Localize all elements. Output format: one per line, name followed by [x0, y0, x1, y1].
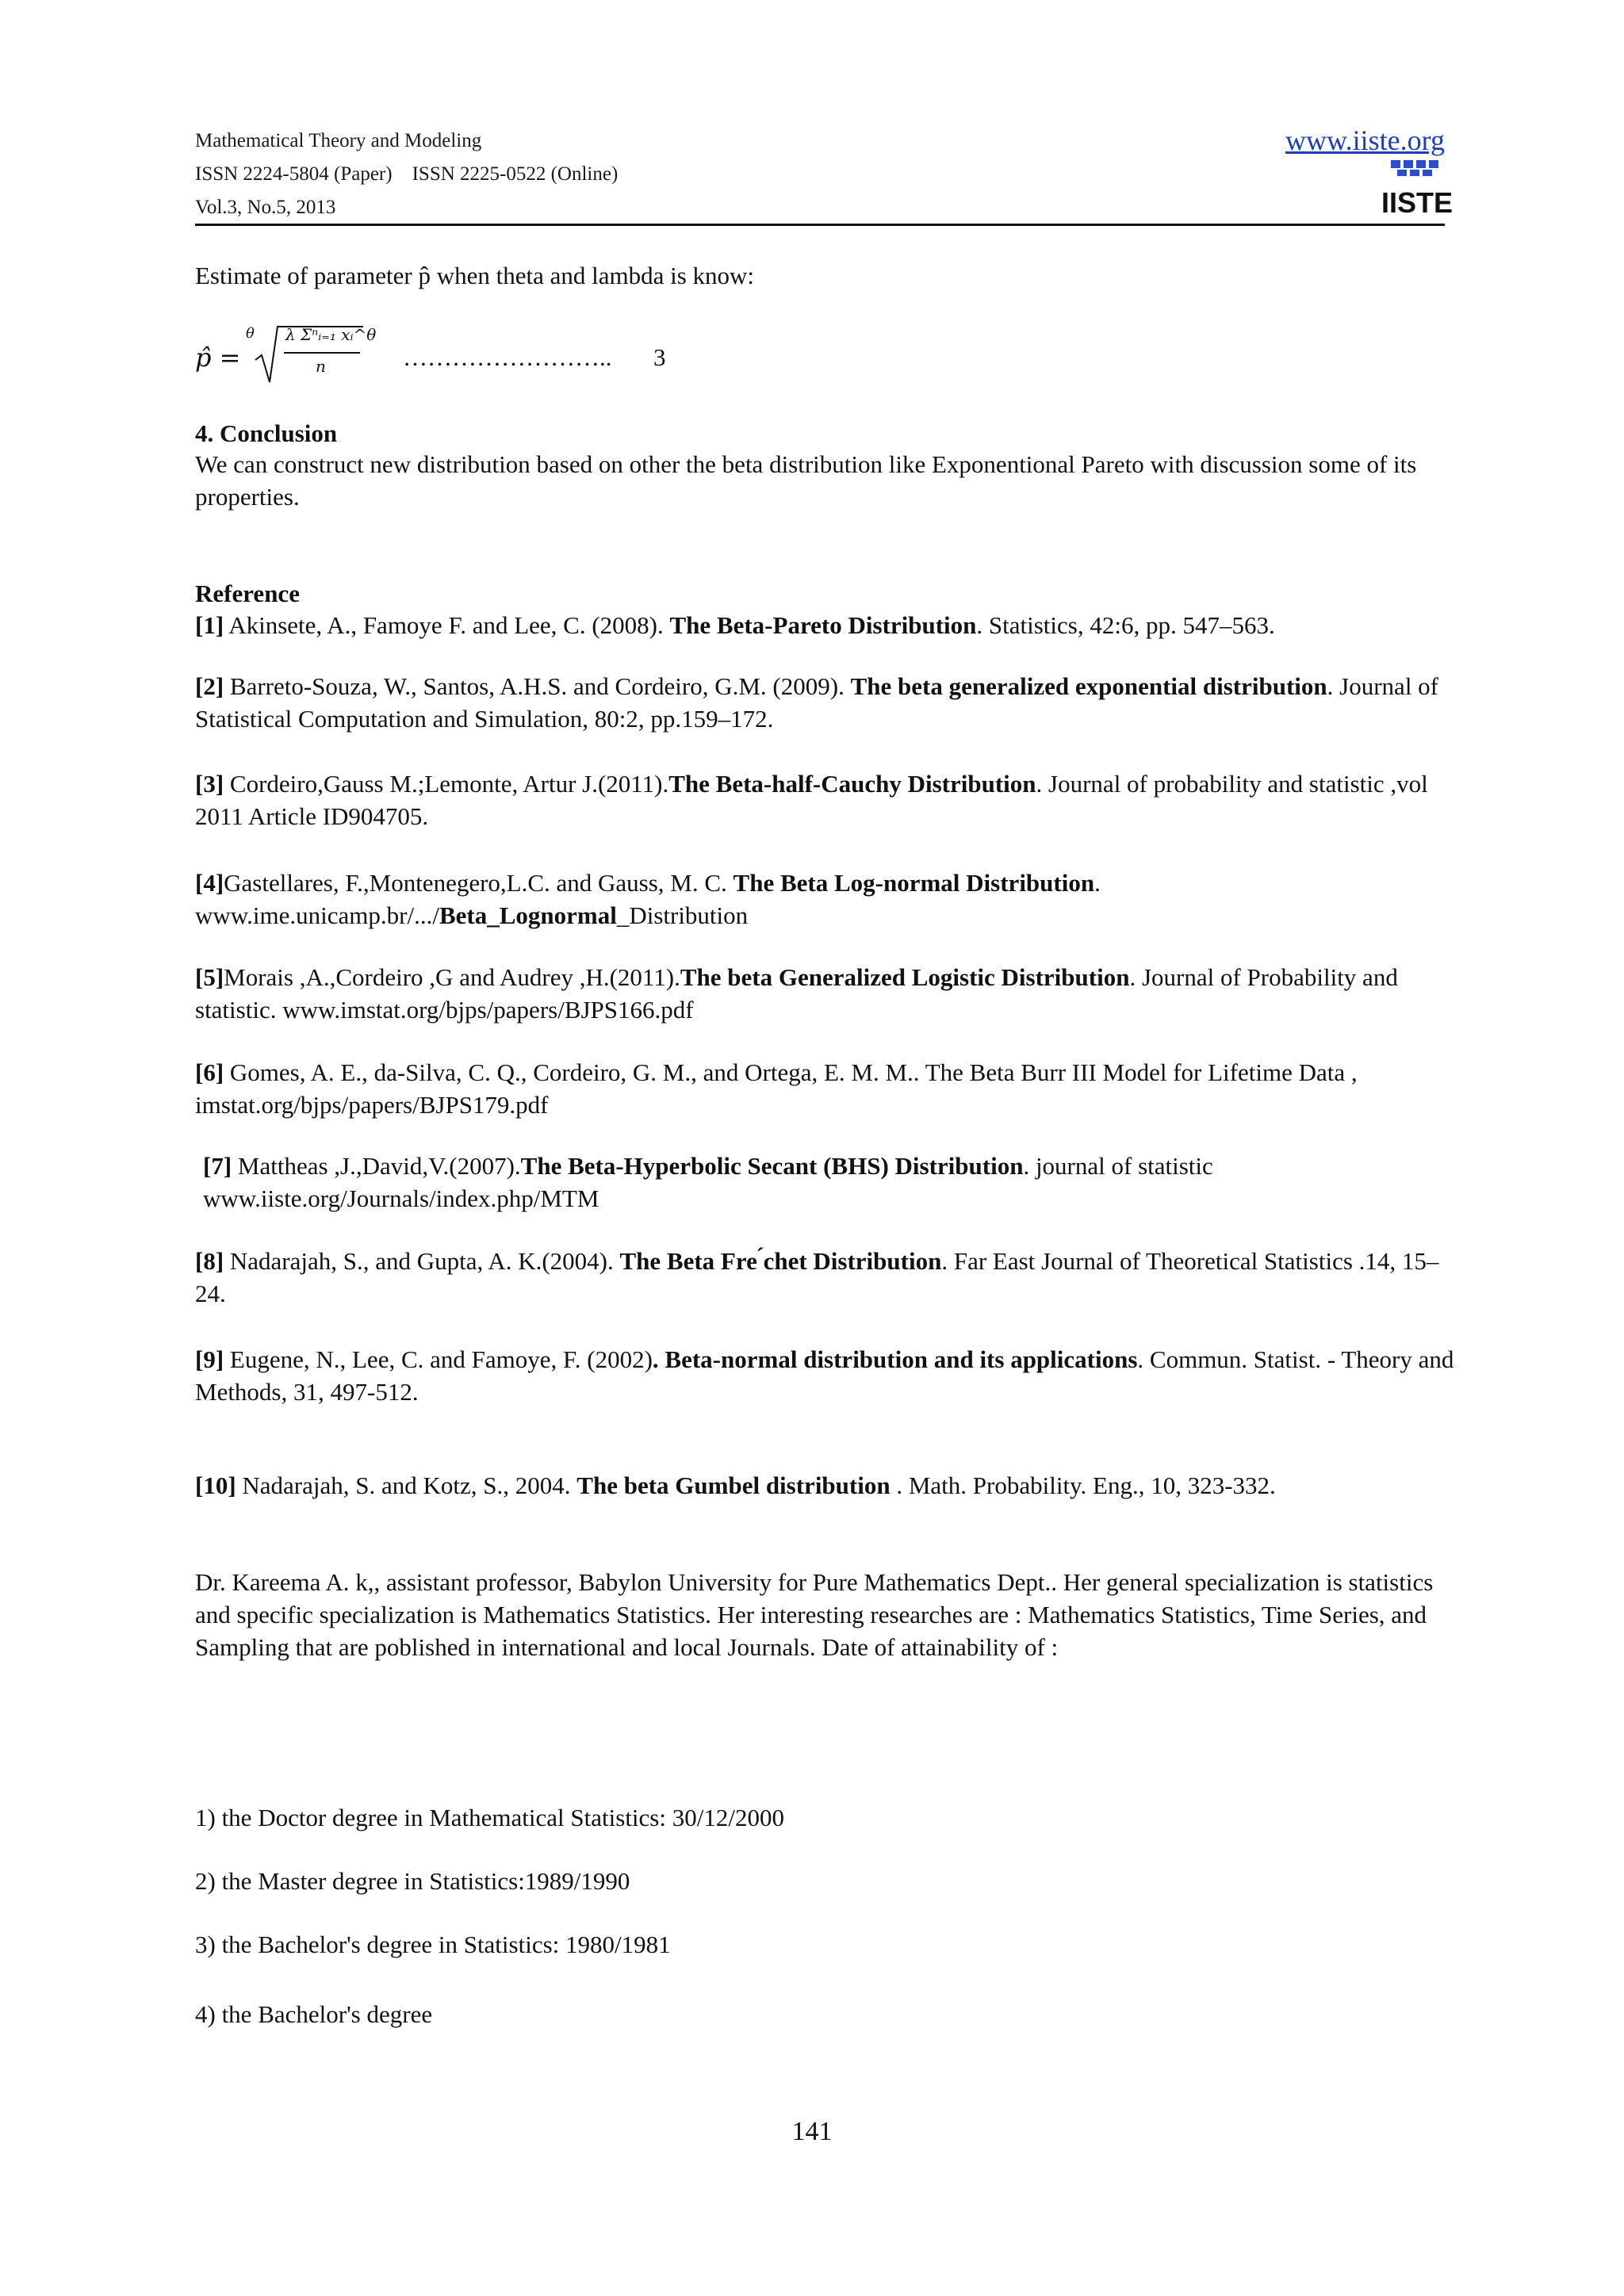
estimate-intro: Estimate of parameter p̂ when theta and lambda is know: [195, 262, 755, 289]
volume-info: Vol.3, No.5, 2013 [195, 197, 336, 218]
journal-website-link[interactable]: www.iiste.org [1285, 124, 1445, 156]
reference-item: [1] Akinsete, A., Famoye F. and Lee, C. (2008). The Beta-Pareto Distribution. Statistics, 42:6, pp. 547–563. [195, 611, 1275, 639]
equation-dots: …………………….. [403, 343, 612, 371]
issn-line [195, 163, 618, 186]
fraction-bar [284, 352, 360, 354]
author-bio: Dr. Kareema A. k,, assistant professor, Babylon University for Pure Mathematics Dept.. Her general specialization is statistics and specific specialization is Mathematics Statistics. Her interesting researches are : Mathematics Statistics, Time Series, and Sampling that are poblished in international and local Journals. Date of attainability of : [195, 1568, 1434, 1661]
degree-item: 2) the Master degree in Statistics:1989/1990 [195, 1867, 630, 1895]
reference-item: [2] Barreto-Souza, W., Santos, A.H.S. and Cordeiro, G.M. (2009). The beta generalized exponential distribution. Journal of Statistical Computation and Simulation, 80:2, pp.159–172. [195, 672, 1439, 733]
fraction-denominator: n [316, 357, 326, 376]
references-heading: Reference [195, 580, 300, 607]
degree-item: 3) the Bachelor's degree in Statistics: 1980/1981 [195, 1931, 671, 1958]
svg-text:IISTE: IISTE [1381, 186, 1454, 219]
estimate-equation [195, 316, 909, 395]
fraction-numerator: λ Σⁿᵢ₌₁ xᵢ^θ [285, 325, 377, 344]
reference-item: [8] Nadarajah, S., and Gupta, A. K.(2004). The Beta Fre ́chet Distribution. Far East Journal of Theoretical Statistics .14, 15–24. [195, 1247, 1439, 1307]
page-number: 141 [791, 2117, 833, 2146]
header-rule [195, 224, 1445, 226]
root-index: θ [246, 325, 255, 342]
equation-lhs: p̂ = [195, 342, 241, 373]
equation-number: 3 [653, 343, 666, 371]
reference-item: [3] Cordeiro,Gauss M.;Lemonte, Artur J.(2011).The Beta-half-Cauchy Distribution. Journal of probability and statistic ,vol 2011 Article ID904705. [195, 770, 1428, 830]
reference-item: [5]Morais ,A.,Cordeiro ,G and Audrey ,H.(2011).The beta Generalized Logistic Distribution. Journal of Probability and statistic. www.imstat.org/bjps/papers/BJPS166.pdf [195, 963, 1398, 1024]
degree-item: 4) the Bachelor's degree [195, 2000, 433, 2028]
conclusion-text: We can construct new distribution based on other the beta distribution like Exponentional Pareto with discussion some of its properties. [195, 450, 1417, 511]
issn-paper: ISSN 2224-5804 (Paper) [195, 163, 393, 185]
reference-item: [7] Mattheas ,J.,David,V.(2007).The Beta-Hyperbolic Secant (BHS) Distribution. journal of statistic www.iiste.org/Journals/index.php/MTM [203, 1152, 1213, 1212]
journal-name: Mathematical Theory and Modeling [195, 130, 482, 151]
conclusion-heading: 4. Conclusion [195, 419, 338, 447]
reference-item: [10] Nadarajah, S. and Kotz, S., 2004. The beta Gumbel distribution . Math. Probability. Eng., 10, 323-332. [195, 1471, 1276, 1499]
reference-item: [9] Eugene, N., Lee, C. and Famoye, F. (2002). Beta-normal distribution and its applications. Commun. Statist. - Theory and Methods, 31, 497-512. [195, 1345, 1454, 1406]
issn-online: ISSN 2225-0522 (Online) [412, 163, 619, 185]
iiste-logo [1381, 159, 1454, 219]
reference-item: [6] Gomes, A. E., da-Silva, C. Q., Cordeiro, G. M., and Ortega, E. M. M.. The Beta Burr III Model for Lifetime Data , imstat.org/bjps/papers/BJPS179.pdf [195, 1058, 1358, 1119]
degree-item: 1) the Doctor degree in Mathematical Statistics: 30/12/2000 [195, 1804, 784, 1831]
reference-item: [4]Gastellares, F.,Montenegero,L.C. and Gauss, M. C. The Beta Log-normal Distribution. www.ime.unicamp.br/.../Beta_Lognormal_Distribution [195, 869, 1101, 929]
